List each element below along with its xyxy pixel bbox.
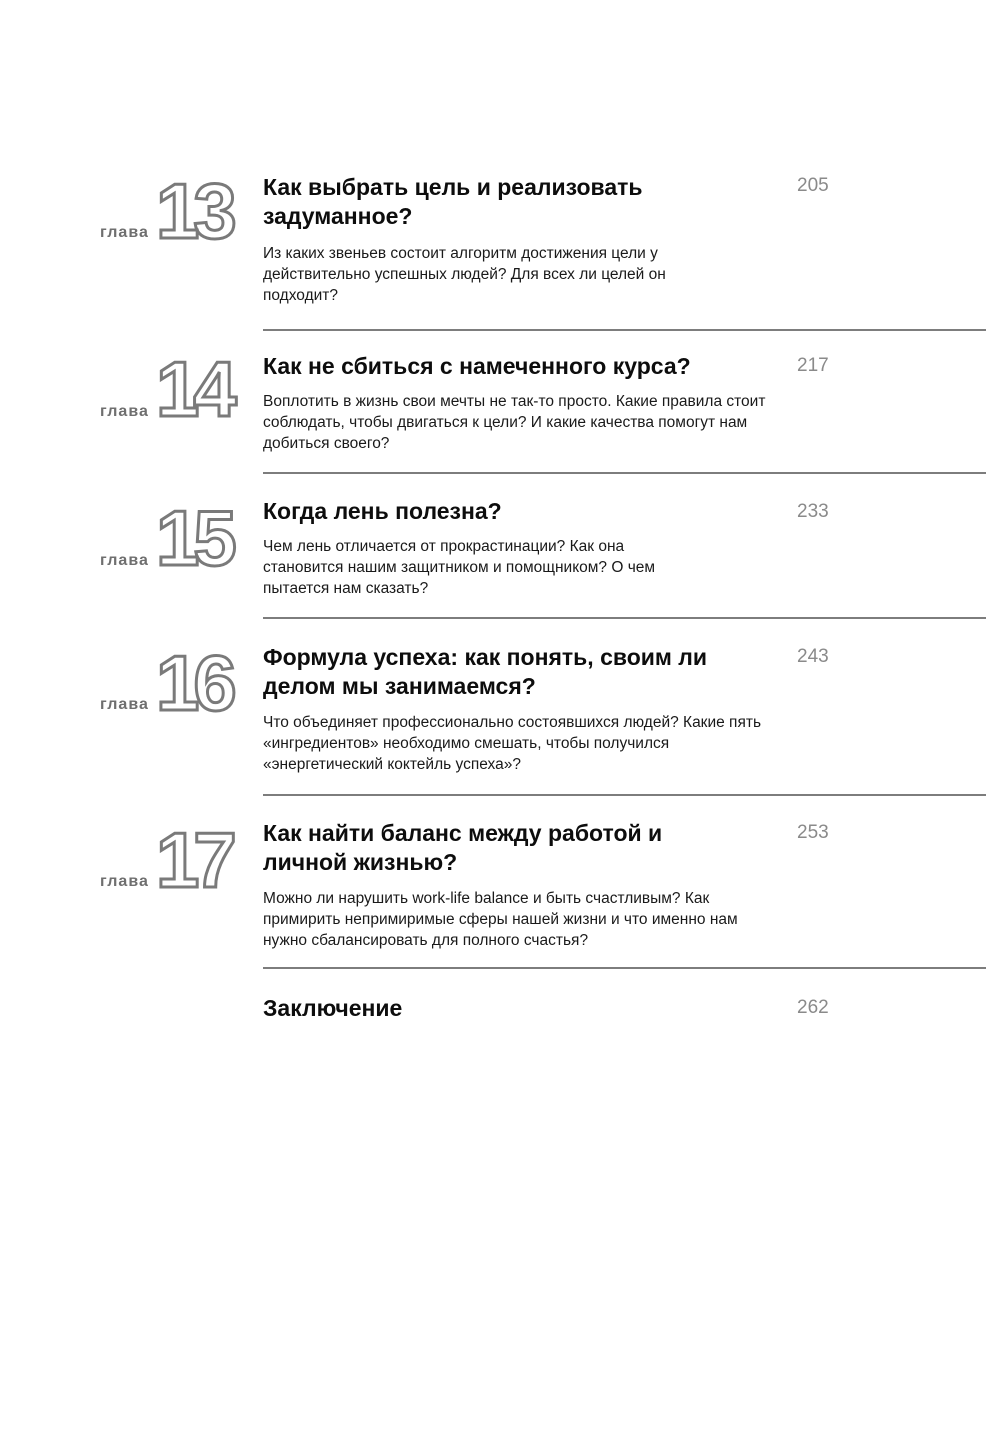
chapter-description: Что объединяет профессионально состоявшихся людей? Какие пять «ингредиентов» необходимо смешать, чтобы получился «энергетический коктейль успеха»? <box>263 714 762 773</box>
chapter-description: Можно ли нарушить work-life balance и быть счастливым? Как примирить непримиримые сферы нашей жизни и что именно нам нужно сбалансировать для полного счастья? <box>263 890 738 949</box>
chapter-number: 13 <box>156 167 231 255</box>
chapter-number: 17 <box>156 816 231 904</box>
page-number[interactable]: 243 <box>797 646 829 667</box>
chapter-label: глава <box>100 873 149 890</box>
page-number[interactable]: 205 <box>797 175 829 196</box>
page-number[interactable]: 233 <box>797 501 829 522</box>
divider <box>263 617 986 619</box>
page-number[interactable]: 217 <box>797 355 829 376</box>
page-number[interactable]: 253 <box>797 822 829 843</box>
chapter-description: Из каких звеньев состоит алгоритм достижения цели у действительно успешных людей? Для всех ли целей он подходит? <box>263 245 666 304</box>
chapter-description: Воплотить в жизнь свои мечты не так-то просто. Какие правила стоит соблюдать, чтобы двигаться к цели? И какие качества помогут нам добиться своего? <box>263 393 766 452</box>
divider <box>263 967 986 969</box>
chapter-title[interactable]: Как не сбиться с намеченного курса? <box>263 353 691 379</box>
chapter-label: глава <box>100 403 149 420</box>
chapter-number: 16 <box>156 639 231 727</box>
chapter-title[interactable]: Как выбрать цель и реализовать задуманное? <box>263 174 643 229</box>
divider <box>263 472 986 474</box>
chapter-number: 14 <box>156 345 231 433</box>
divider <box>263 794 986 796</box>
chapter-number: 15 <box>156 494 231 582</box>
chapter-label: глава <box>100 552 149 569</box>
chapter-description: Чем лень отличается от прокрастинации? Как она становится нашим защитником и помощником? О чем пытается нам сказать? <box>263 538 656 597</box>
chapter-title[interactable]: Когда лень полезна? <box>263 498 502 524</box>
page-number[interactable]: 262 <box>797 997 829 1018</box>
chapter-title[interactable]: Формула успеха: как понять, своим ли делом мы занимаемся? <box>263 644 708 699</box>
divider <box>263 329 986 331</box>
chapter-title[interactable]: Как найти баланс между работой и личной жизнью? <box>263 820 663 875</box>
conclusion-title[interactable]: Заключение <box>263 995 403 1021</box>
chapter-label: глава <box>100 224 149 241</box>
chapter-label: глава <box>100 696 149 713</box>
